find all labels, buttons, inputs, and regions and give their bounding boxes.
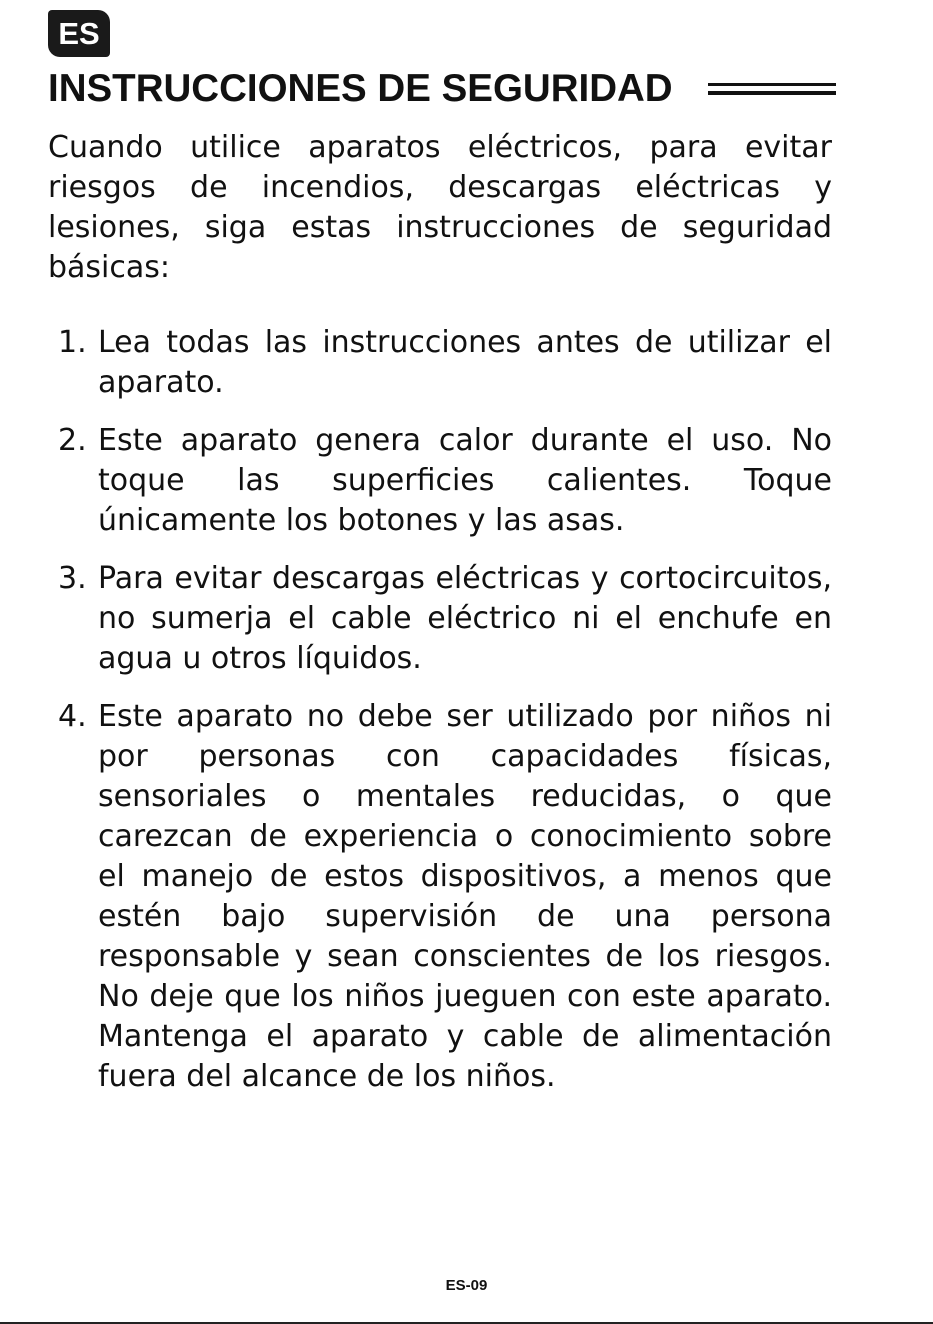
instruction-text: Este aparato no debe ser utilizado por niños ni por personas con capacidades físicas, sensoriales o mentales reducidas, o que carezcan de experiencia o conocimiento sobre el manejo de estos dispositivos, a menos que estén bajo supervisión de una persona responsable y sean conscientes de los riesgos. No deje que los niños jueguen con este aparato. Mantenga el aparato y cable de alimentación fuera del alcance de los niños. xyxy=(98,699,832,1094)
instruction-text: Para evitar descargas eléctricas y cortocircuitos, no sumerja el cable eléctrico ni el enchufe en agua u otros líquidos. xyxy=(98,561,832,676)
instruction-number: 1. xyxy=(58,325,87,360)
language-badge: ES xyxy=(48,10,110,57)
page-number: ES-09 xyxy=(445,1277,488,1294)
instruction-number: 4. xyxy=(58,699,87,734)
intro-paragraph: Cuando utilice aparatos eléctricos, para evitar riesgos de incendios, descargas eléctricas y lesiones, siga estas instrucciones de seguridad básicas: xyxy=(48,130,832,285)
instruction-item-3 xyxy=(58,559,832,679)
title-double-rule xyxy=(708,83,836,95)
instruction-item-1 xyxy=(58,323,832,403)
title-row xyxy=(48,64,838,114)
instruction-text: Este aparato genera calor durante el uso. No toque las superficies calientes. Toque únicamente los botones y las asas. xyxy=(98,423,832,538)
page-title: INSTRUCCIONES DE SEGURIDAD xyxy=(48,67,673,110)
instruction-number: 3. xyxy=(58,561,87,596)
safety-instructions-list xyxy=(58,323,832,1115)
title-rule-line-top xyxy=(708,83,836,86)
title-rule-line-bottom xyxy=(708,91,836,95)
instruction-item-2 xyxy=(58,421,832,541)
instruction-number: 2. xyxy=(58,423,87,458)
instruction-item-4 xyxy=(58,697,832,1097)
instruction-text: Lea todas las instrucciones antes de utilizar el aparato. xyxy=(98,325,832,400)
